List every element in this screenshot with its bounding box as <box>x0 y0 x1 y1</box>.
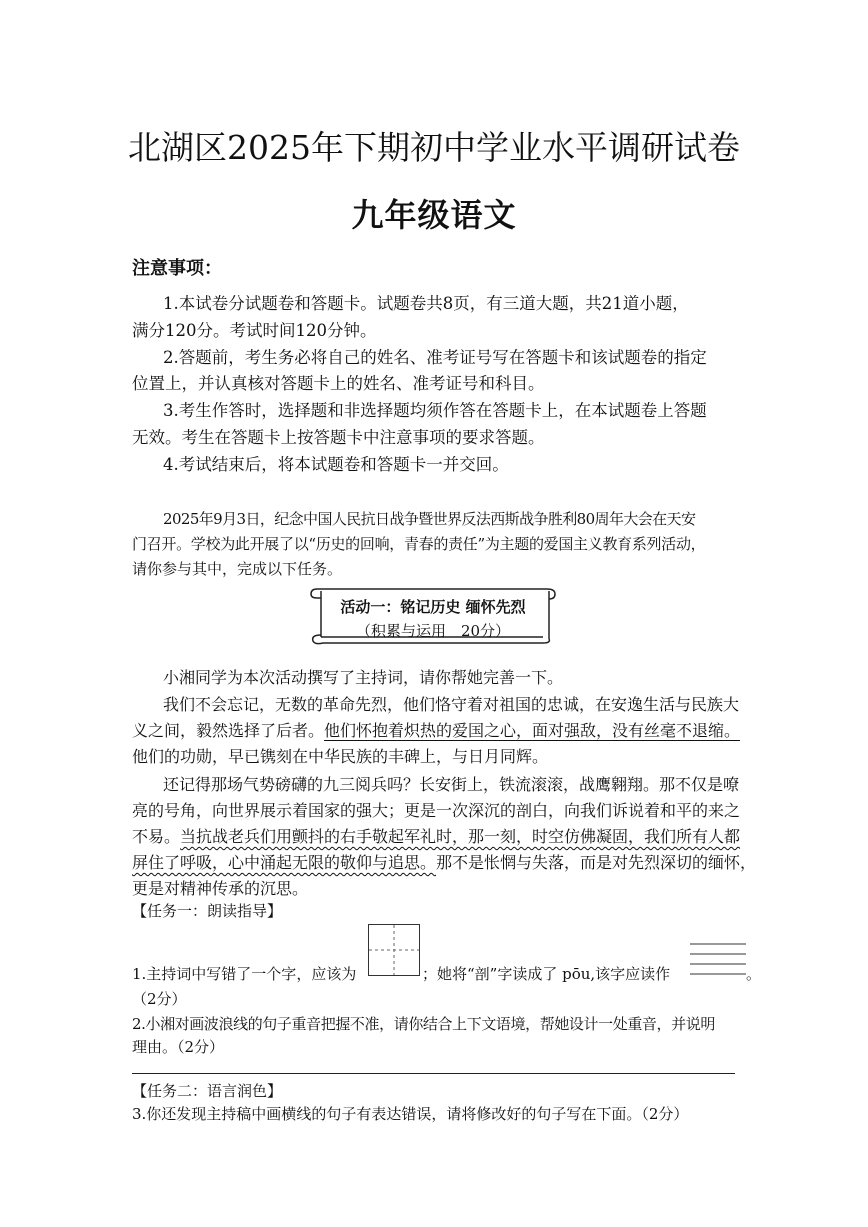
tianzige-grid-icon <box>368 924 420 976</box>
question-3: 3.你还发现主持稿中画横线的句子有表达错误，请将修改好的句子写在下面。（2分） <box>132 1105 689 1123</box>
speech-line: 他们的功勋，早已镌刻在中华民族的丰碑上，与日月同辉。 <box>132 747 549 766</box>
question-2: 理由。（2分） <box>132 1038 225 1056</box>
notice-heading: 注意事项： <box>132 258 222 279</box>
activity-subtitle: （积累与运用 20分） <box>355 622 511 640</box>
speech-line: 更是对精神传承的沉思。 <box>132 879 309 898</box>
exam-title: 北湖区2025年下期初中学业水平调研试卷 <box>128 128 740 167</box>
activity-banner <box>307 583 559 647</box>
wavy-sentence: 屏住了呼吸，心中涌起无限的敬仰与追思。 <box>132 853 437 872</box>
speech-line <box>132 824 742 847</box>
intro-line: 请你参与其中，完成以下任务。 <box>132 560 343 578</box>
question-1-score: （2分） <box>132 990 187 1008</box>
notice-line: 2.答题前，考生务必将自己的姓名、准考证号写在答题卡和该试题卷的指定 <box>163 348 707 367</box>
speech-line: 亮的号角，向世界展示着国家的强大；更是一次深沉的剖白，向我们诉说着和平的来之 <box>132 801 741 820</box>
question-1-end: 。 <box>746 965 762 983</box>
task1-heading: 【任务一：朗读指导】 <box>132 902 283 920</box>
task2-heading: 【任务二：语言润色】 <box>132 1082 283 1100</box>
character-answer-box[interactable] <box>368 924 420 976</box>
speech-line <box>132 718 742 741</box>
notice-line: 3.考生作答时，选择题和非选择题均须作答在答题卡上，在本试题卷上答题 <box>163 401 707 420</box>
notice-line: 4.考试结束后，将本试题卷和答题卡一并交回。 <box>163 455 509 474</box>
speech-line: 我们不会忘记，无数的革命先烈，他们恪守着对祖国的忠诚，在安逸生活与民族大 <box>163 695 740 714</box>
question-1-cont: ；她将“剖”字读成了 pōu,该字应读作 <box>422 965 671 983</box>
four-line-grid-icon <box>690 942 746 976</box>
intro-line: 2025年9月3日，纪念中国人民抗日战争暨世界反法西斯战争胜利80周年大会在天安 <box>163 510 696 528</box>
pinyin-answer-lines[interactable] <box>690 942 746 976</box>
speech-text: 不易。 <box>132 827 181 846</box>
notice-line: 满分120分。考试时间120分钟。 <box>132 321 377 340</box>
exam-subtitle: 九年级语文 <box>351 196 517 234</box>
speech-text: 那不是怅惘与失落，而是对先烈深切的缅怀， <box>436 853 757 872</box>
notice-line: 位置上，并认真核对答题卡上的姓名、准考证号和科目。 <box>132 374 545 393</box>
question-1: 1.主持词中写错了一个字，应该为 <box>132 965 357 983</box>
notice-line: 1.本试卷分试题卷和答题卡。试题卷共8页，有三道大题，共21道小题， <box>163 294 689 313</box>
question-2: 2.小湘对画波浪线的句子重音把握不准，请你结合上下文语境，帮她设计一处重音，并说明 <box>132 1015 715 1033</box>
activity-title: 活动一：铭记历史 缅怀先烈 <box>340 598 526 616</box>
speech-line: 还记得那场气势磅礴的九三阅兵吗？长安街上，铁流滚滚，战鹰翱翔。那不仅是嘹 <box>163 775 740 794</box>
underlined-sentence: 他们怀抱着炽热的爱国之心，面对强敌，没有丝毫不退缩。 <box>324 721 741 740</box>
speech-text: 义之间，毅然选择了后者。 <box>132 721 325 740</box>
notice-line: 无效。考生在答题卡上按答题卡中注意事项的要求答题。 <box>132 428 545 447</box>
speech-lead: 小湘同学为本次活动撰写了主持词，请你帮她完善一下。 <box>163 668 564 687</box>
intro-line: 门召开。学校为此开展了以“历史的回响，青春的责任”为主题的爱国主义教育系列活动， <box>132 535 706 553</box>
wavy-sentence: 当抗战老兵们用颤抖的右手敬起军礼时，那一刻，时空仿佛凝固，我们所有人都 <box>180 827 741 846</box>
answer-line[interactable] <box>132 1073 735 1074</box>
speech-line <box>132 850 757 873</box>
